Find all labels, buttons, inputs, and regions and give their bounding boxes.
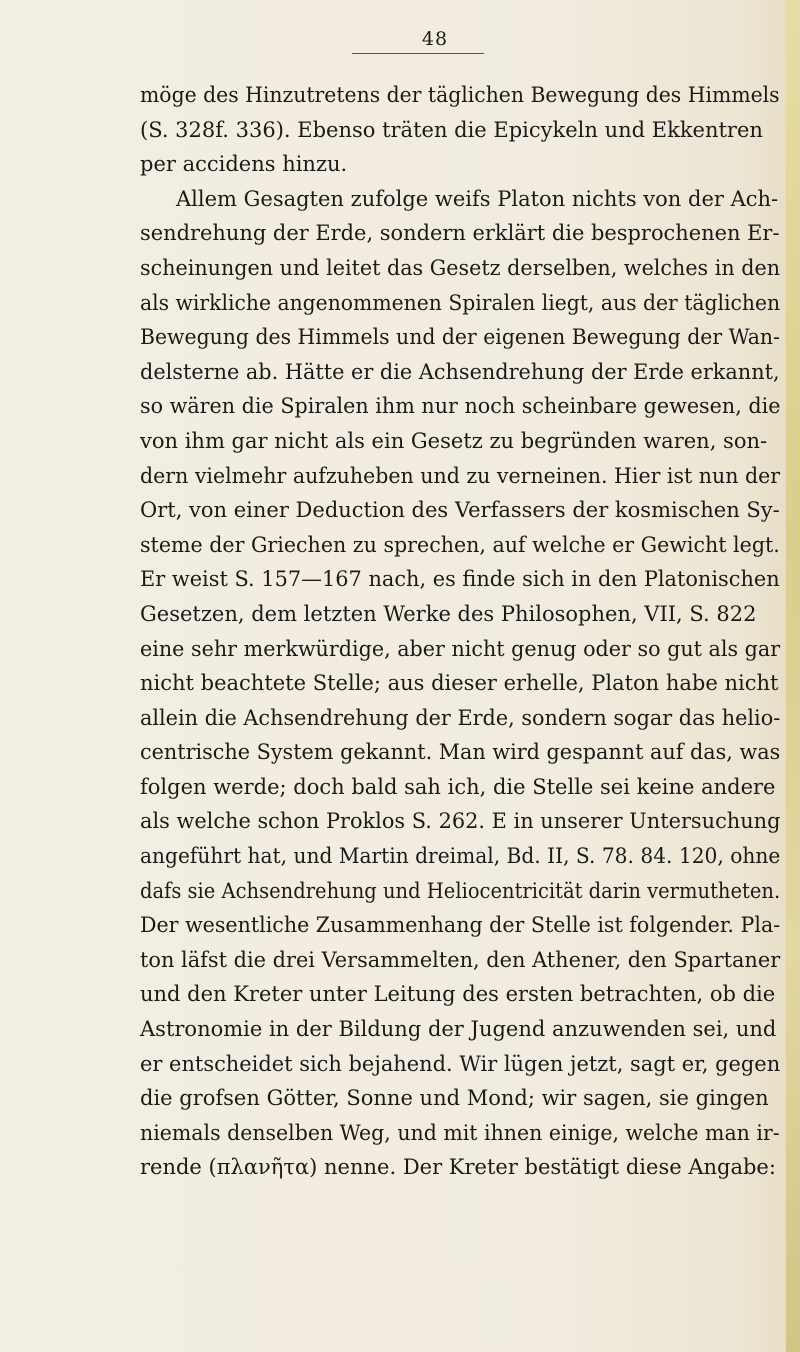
text-line: dern vielmehr aufzuheben und zu verneinen. Hier ist nun der <box>140 463 781 488</box>
text-line: scheinungen und leitet das Gesetz derselben, welches in den <box>140 255 781 280</box>
text-line: als wirkliche angenommenen Spiralen liegt, aus der täglichen <box>140 290 781 315</box>
text-line: steme der Griechen zu sprechen, auf welche er Gewicht legt. <box>140 532 780 557</box>
text-line: Der wesentliche Zusammenhang der Stelle ist folgender. Pla- <box>140 913 781 938</box>
text-line: niemals denselben Weg, und mit ihnen einige, welche man ir- <box>140 1120 780 1145</box>
text-line: Gesetzen, dem letzten Werke des Philosophen, VII, S. 822 <box>140 601 757 626</box>
text-line: rende (πλανῆτα) nenne. Der Kreter bestätigt diese Angabe: <box>140 1155 776 1180</box>
paragraph-start-line: Allem Gesagten zufolge weifs Platon nichts von der Ach- <box>176 186 779 211</box>
text-line: von ihm gar nicht als ein Gesetz zu begründen waren, son- <box>140 428 768 453</box>
text-line: nicht beachtete Stelle; aus dieser erhelle, Platon habe nicht <box>140 671 779 696</box>
text-body <box>140 78 780 1185</box>
text-line: (S. 328f. 336). Ebenso träten die Epicykeln und Ekkentren <box>140 117 763 142</box>
text-line: delsterne ab. Hätte er die Achsendrehung der Erde erkannt, <box>140 359 780 384</box>
text-line: Astronomie in der Bildung der Jugend anzuwenden sei, und <box>140 1017 777 1042</box>
header-rule <box>352 53 484 54</box>
text-line: per accidens hinzu. <box>140 152 348 177</box>
text-line: so wären die Spiralen ihm nur noch scheinbare gewesen, die <box>140 394 781 419</box>
text-line: ton läfst die drei Versammelten, den Athener, den Spartaner <box>140 947 781 972</box>
text-line: folgen werde; doch bald sah ich, die Stelle sei keine andere <box>140 774 776 799</box>
text-line: angeführt hat, und Martin dreimal, Bd. II, S. 78. 84. 120, ohne <box>140 844 781 869</box>
text-line: dafs sie Achsendrehung und Heliocentricität darin vermutheten. <box>140 878 781 903</box>
text-line: die grofsen Götter, Sonne und Mond; wir sagen, sie gingen <box>140 1086 769 1111</box>
text-line: möge des Hinzutretens der täglichen Bewegung des Himmels <box>140 83 780 107</box>
text-line: allein die Achsendrehung der Erde, sondern sogar das helio- <box>140 705 781 730</box>
page-edge <box>786 0 800 1352</box>
text-line: als welche schon Proklos S. 262. E in unserer Untersuchung <box>140 809 781 834</box>
page-number: 48 <box>421 28 449 50</box>
text-line: Bewegung des Himmels und der eigenen Bewegung der Wan- <box>140 325 780 350</box>
text-line: er entscheidet sich bejahend. Wir lügen jetzt, sagt er, gegen <box>140 1051 781 1076</box>
text-line: und den Kreter unter Leitung des ersten betrachten, ob die <box>140 982 776 1007</box>
text-line: eine sehr merkwürdige, aber nicht genug oder so gut als gar <box>140 636 781 661</box>
text-line: sendrehung der Erde, sondern erklärt die besprochenen Er- <box>140 221 780 246</box>
text-line: Er weist S. 157—167 nach, es finde sich in den Platonischen <box>140 567 780 592</box>
text-line: Ort, von einer Deduction des Verfassers der kosmischen Sy- <box>140 498 780 523</box>
text-line: centrische System gekannt. Man wird gespannt auf das, was <box>140 740 781 765</box>
